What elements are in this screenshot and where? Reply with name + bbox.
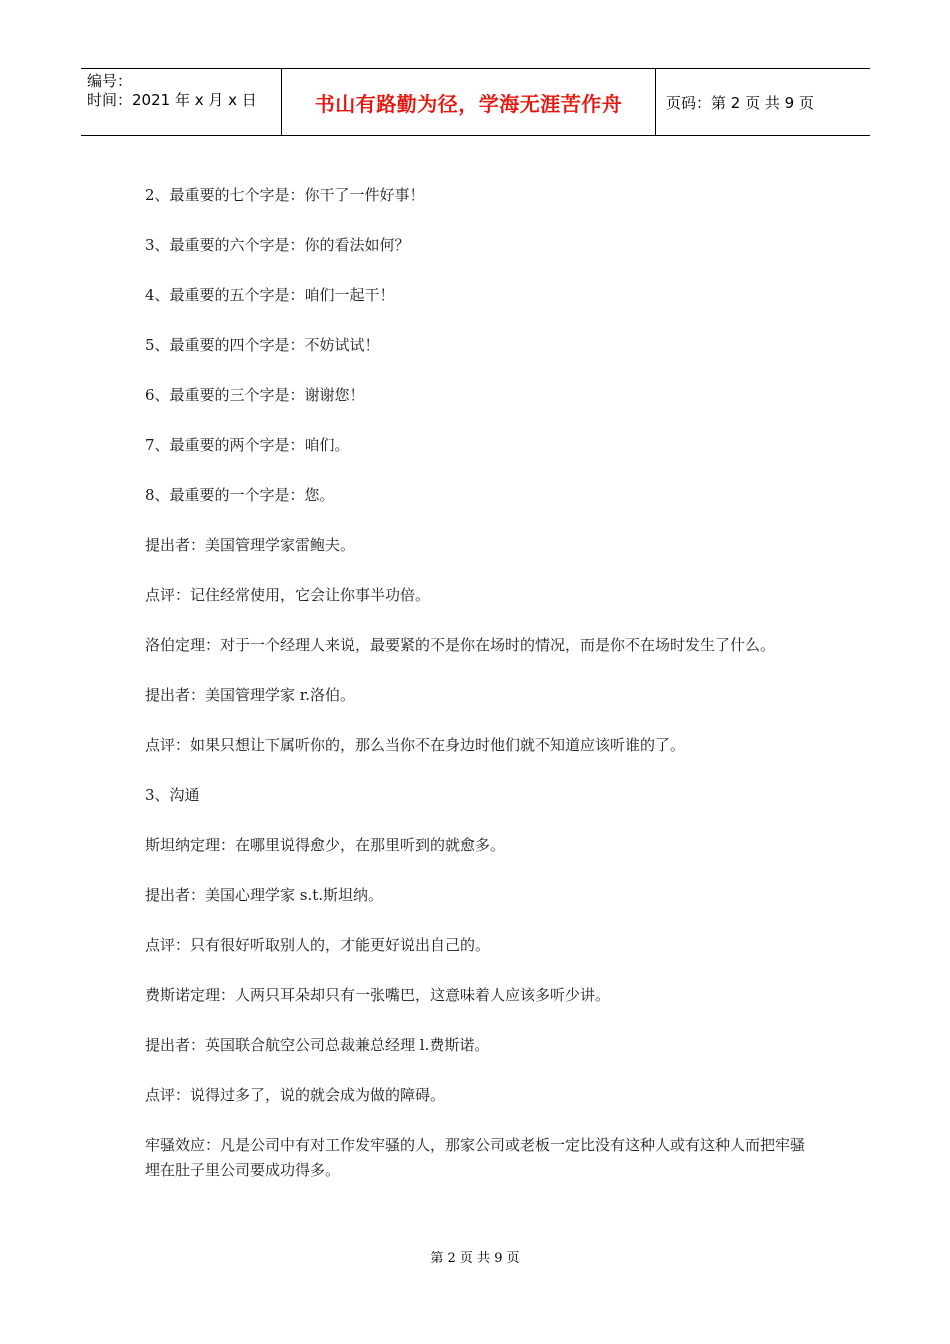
paragraph: 点评：记住经常使用，它会让你事半功倍。: [145, 586, 431, 604]
paragraph: 斯坦纳定理：在哪里说得愈少，在那里听到的就愈多。: [145, 836, 506, 854]
paragraph: 2、最重要的七个字是：你干了一件好事！: [145, 186, 425, 204]
paragraph: 7、最重要的两个字是：咱们。: [145, 436, 350, 454]
paragraph: 提出者：美国管理学家雷鲍夫。: [145, 536, 356, 554]
paragraph: 提出者：美国心理学家 s.t.斯坦纳。: [145, 886, 384, 904]
paragraph: 提出者：英国联合航空公司总裁兼总经理 l.费斯诺。: [145, 1036, 490, 1054]
paragraph: 5、最重要的四个字是：不妨试试！: [145, 336, 380, 354]
paragraph: 4、最重要的五个字是：咱们一起干！: [145, 286, 395, 304]
paragraph: 提出者：美国管理学家 r.洛伯。: [145, 686, 356, 704]
paragraph: 费斯诺定理：人两只耳朵却只有一张嘴巴，这意味着人应该多听少讲。: [145, 986, 611, 1004]
document-body: [145, 183, 815, 1208]
paragraph: 牢骚效应：凡是公司中有对工作发牢骚的人，那家公司或老板一定比没有这种人或有这种人而把牢骚埋在肚子里公司要成功得多。: [145, 1136, 806, 1179]
page-footer: 第 2 页 共 9 页: [430, 1251, 520, 1266]
paragraph: 8、最重要的一个字是：您。: [145, 486, 335, 504]
section-heading: 3、沟通: [145, 786, 200, 804]
paragraph: 点评：只有很好听取别人的，才能更好说出自己的。: [145, 936, 491, 954]
paragraph: 洛伯定理：对于一个经理人来说，最要紧的不是你在场时的情况，而是你不在场时发生了什么。: [145, 636, 776, 654]
number-label: 编号：: [87, 72, 133, 90]
paragraph: 6、最重要的三个字是：谢谢您！: [145, 386, 365, 404]
paragraph: 3、最重要的六个字是：你的看法如何？: [145, 236, 410, 254]
page-header: [81, 68, 870, 136]
date-label: 时间：2021 年 x 月 x 日: [87, 91, 257, 109]
paragraph: 点评：说得过多了，说的就会成为做的障碍。: [145, 1086, 446, 1104]
paragraph: 点评：如果只想让下属听你的，那么当你不在身边时他们就不知道应该听谁的了。: [145, 736, 686, 754]
header-motto: 书山有路勤为径，学海无涯苦作舟: [282, 69, 656, 135]
header-info-cell: [81, 69, 282, 135]
header-page-label: 页码：第 2 页 共 9 页: [666, 93, 814, 112]
